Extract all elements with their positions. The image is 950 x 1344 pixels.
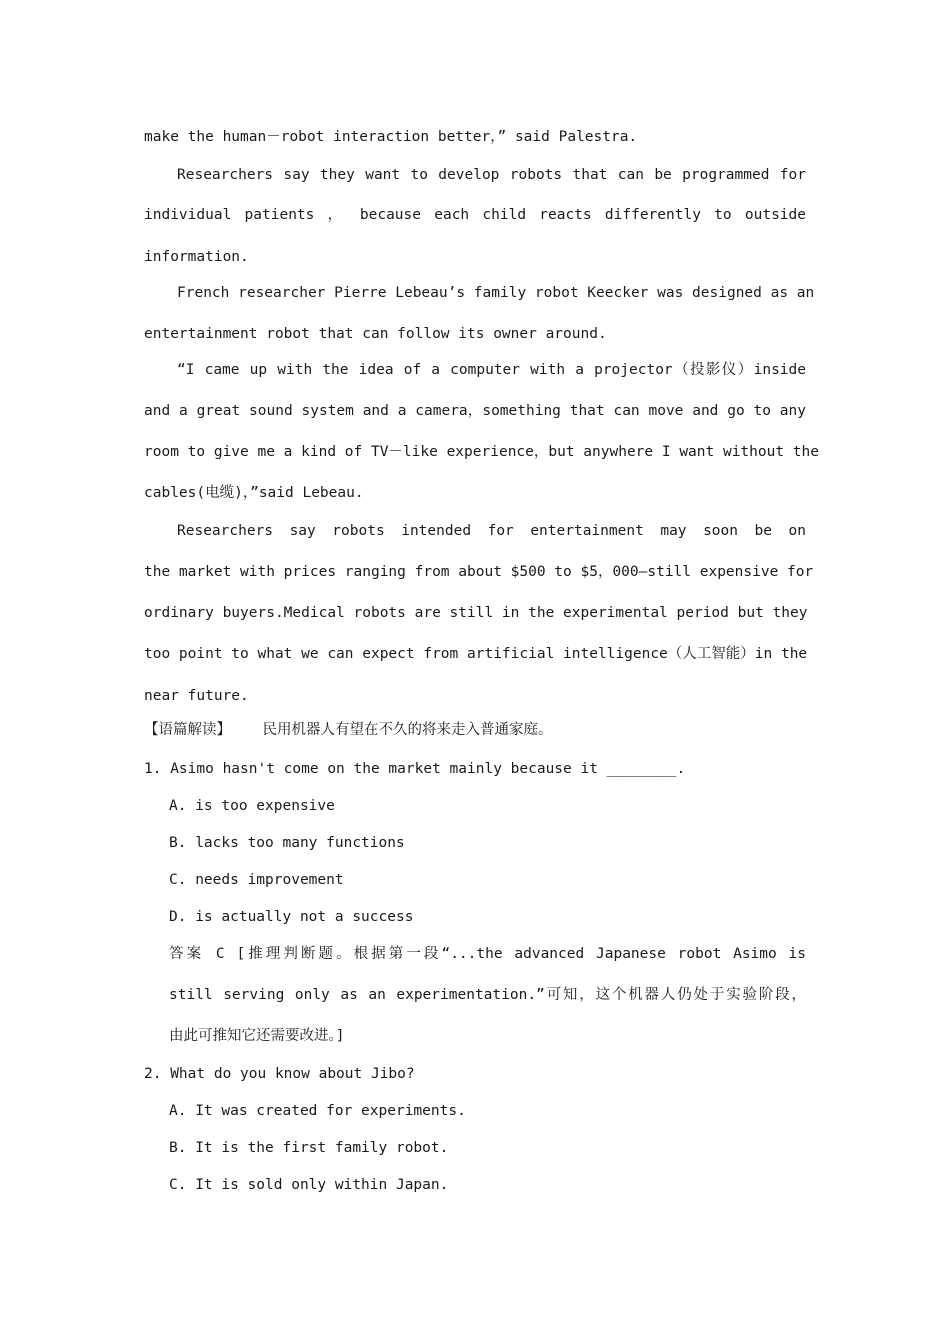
option-c: C. needs improvement bbox=[169, 872, 344, 888]
answer-explanation: 由此可推知它还需要改进。] bbox=[169, 1028, 345, 1044]
option-a: A. It was created for experiments. bbox=[169, 1103, 466, 1119]
answer-explanation: still serving only as an experimentation.”可知，这个机器人仍处于实验阶段， bbox=[169, 987, 806, 1003]
question-stem: 1. Asimo hasn't come on the market mainly because it ________. bbox=[144, 761, 686, 777]
passage-line: and a great sound system and a camera，something that can move and go to any bbox=[144, 403, 806, 419]
summary-text: 民用机器人有望在不久的将来走入普通家庭。 bbox=[262, 722, 553, 738]
answer-explanation: 答案 C [推理判断题。根据第一段“...the advanced Japanese robot Asimo is bbox=[169, 946, 806, 962]
summary-label: 【语篇解读】 bbox=[144, 722, 231, 738]
passage-line: French researcher Pierre Lebeau’s family robot Keecker was designed as an bbox=[177, 285, 815, 301]
passage-line: the market with prices ranging from about $500 to $5，000—still expensive for bbox=[144, 564, 814, 580]
passage-line: ordinary buyers.Medical robots are still in the experimental period but they bbox=[144, 605, 808, 621]
option-b: B. It is the first family robot. bbox=[169, 1140, 449, 1156]
passage-line: entertainment robot that can follow its owner around. bbox=[144, 326, 607, 342]
option-c: C. It is sold only within Japan. bbox=[169, 1177, 449, 1193]
passage-line: individual patients ， because each child reacts differently to outside bbox=[144, 207, 806, 223]
question-stem: 2. What do you know about Jibo? bbox=[144, 1066, 415, 1082]
passage-line: information. bbox=[144, 249, 249, 265]
option-d: D. is actually not a success bbox=[169, 909, 414, 925]
passage-line: room to give me a kind of TV－like experience，but anywhere I want without the bbox=[144, 444, 820, 460]
passage-line: Researchers say they want to develop robots that can be programmed for bbox=[177, 167, 806, 183]
passage-line: near future. bbox=[144, 688, 249, 704]
passage-line: “I came up with the idea of a computer with a projector（投影仪）inside bbox=[177, 362, 806, 378]
passage-line: too point to what we can expect from artificial intelligence（人工智能）in the bbox=[144, 646, 808, 662]
passage-line: make the human－robot interaction better，” said Palestra. bbox=[144, 129, 638, 145]
passage-line: Researchers say robots intended for entertainment may soon be on bbox=[177, 523, 806, 539]
passage-line: cables(电缆)，”said Lebeau. bbox=[144, 485, 364, 501]
option-a: A. is too expensive bbox=[169, 798, 335, 814]
option-b: B. lacks too many functions bbox=[169, 835, 405, 851]
